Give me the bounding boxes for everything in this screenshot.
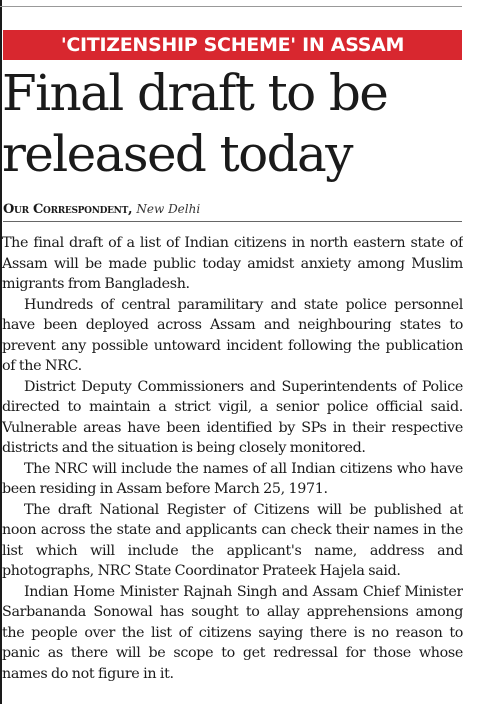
byline [3, 198, 461, 220]
byline-location: New Delhi [136, 202, 201, 216]
paragraph: The draft National Register of Citizens will be published at noon across the state and applicants can check their names in the list which will include the applicant's name, address and photographs, NRC State Coordinator Prateek Hajela said. [2, 501, 463, 579]
paragraph: District Deputy Commissioners and Superintendents of Police directed to maintain a strict vigil, a senior police official said. Vulnerable areas have been identified by SPs in their respective districts and the situation is being closely monitored. [2, 378, 463, 456]
paragraph: Hundreds of central paramilitary and state police personnel have been deployed across Assam and neighbouring states to prevent any possible untoward incident following the publication of the NRC. [2, 296, 463, 374]
headline: Final draft to be released today [2, 64, 388, 183]
paragraph: The NRC will include the names of all Indian citizens who have been residing in Assam before March 25, 1971. [2, 460, 463, 497]
kicker-banner: 'CITIZENSHIP SCHEME' IN ASSAM [3, 30, 462, 60]
byline-author: Our Correspondent, [3, 202, 133, 217]
article-body [2, 233, 463, 704]
byline-rule [3, 221, 462, 222]
paragraph: The final draft of a list of Indian citizens in north eastern state of Assam will be made public today amidst anxiety among Muslim migrants from Bangladesh. [2, 235, 463, 292]
paragraph: Indian Home Minister Rajnah Singh and Assam Chief Minister Sarbananda Sonowal has sought to allay apprehensions among the people over the list of citizens saying there is no reason to panic as there will be scope to get redressal for those whose names do not figure in it. [2, 583, 463, 682]
top-rule [0, 6, 462, 7]
